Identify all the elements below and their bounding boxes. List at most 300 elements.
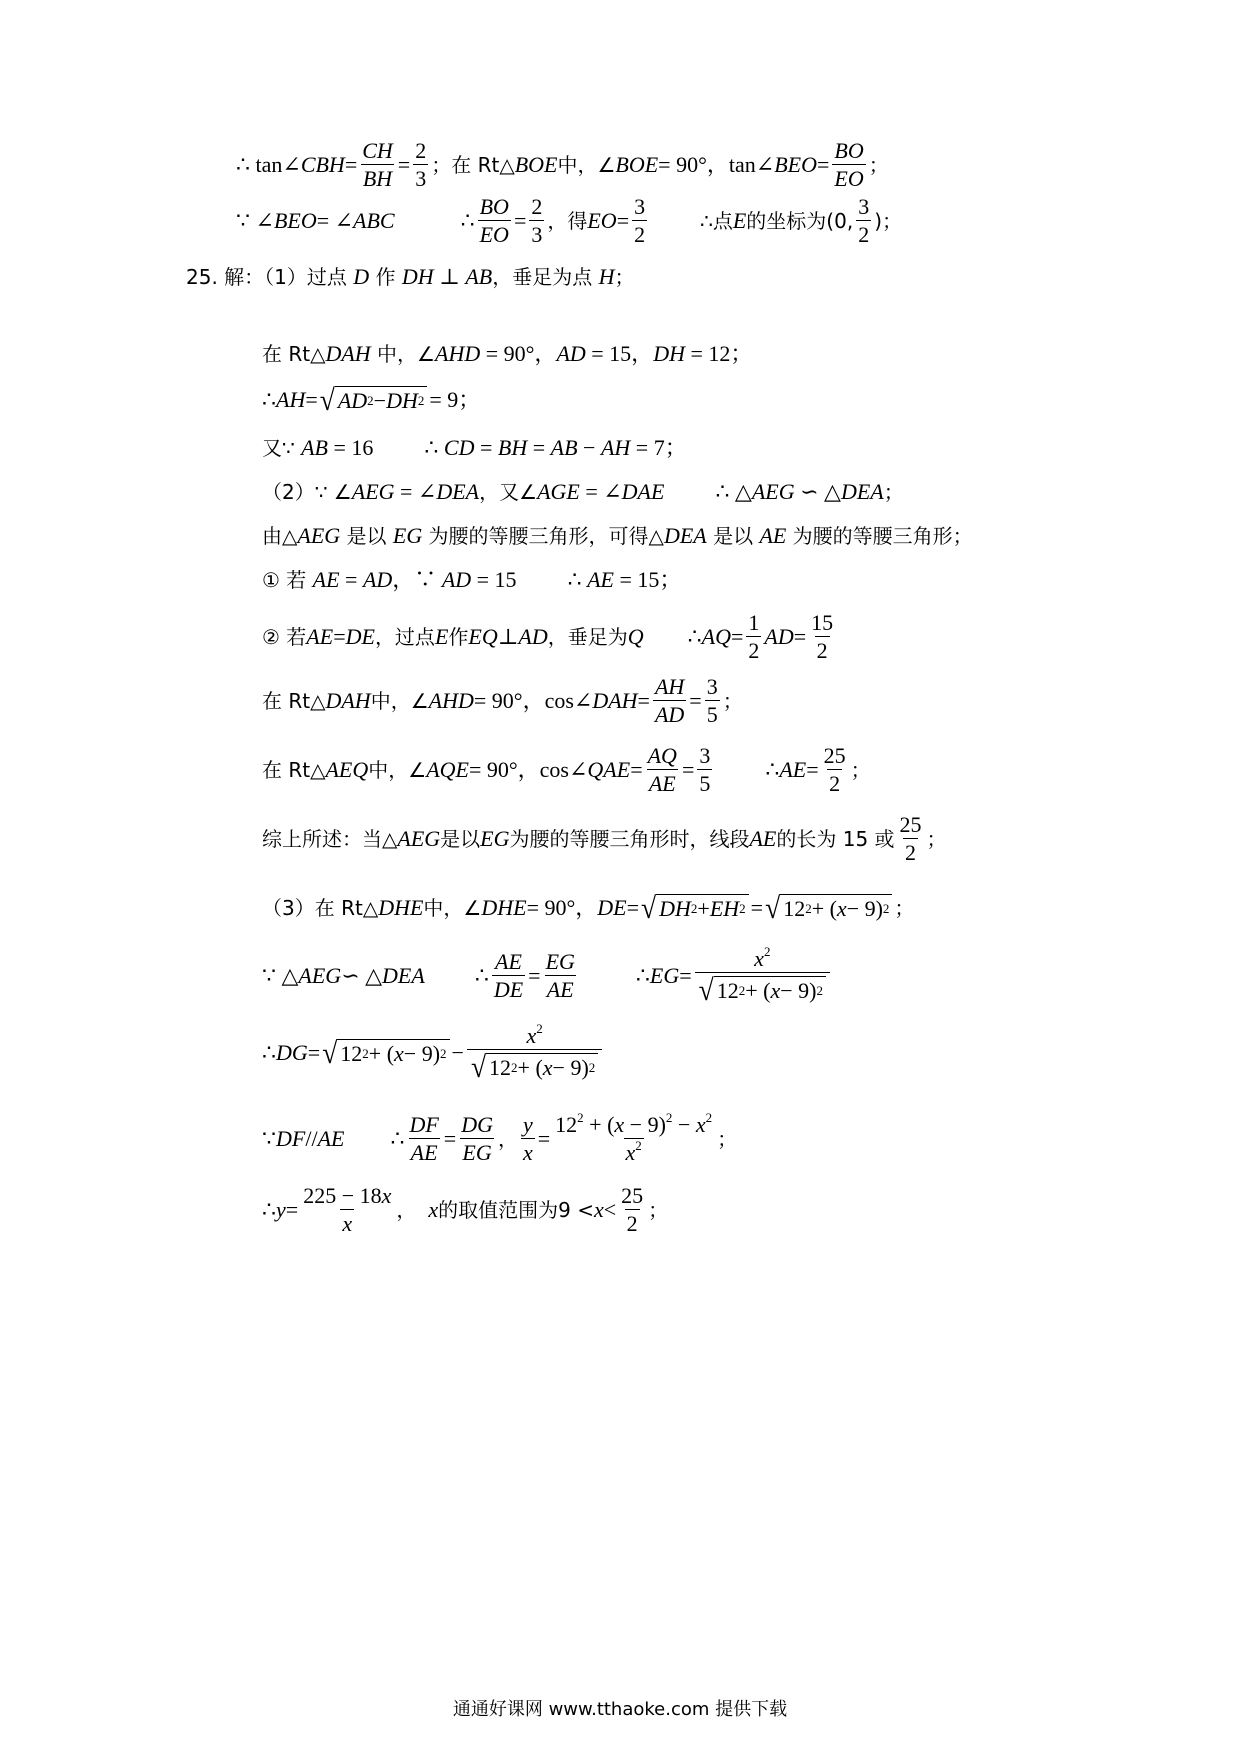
text: ，垂足为点 [492,265,599,289]
numerator: 1 [748,610,760,635]
line-7 [262,481,904,503]
text: AE [587,567,614,592]
text: DG [276,1039,308,1065]
text: ； [868,153,889,177]
text: DEA [436,479,480,504]
square-root [470,1049,598,1084]
text: = 12； [684,341,753,366]
text: = 16 [327,435,374,460]
radicand: AD 2 − DH 2 [335,386,428,414]
denominator: 3 [415,166,427,191]
denominator: 2 [748,638,760,663]
text: ，∵ [392,567,442,592]
text: = [806,757,819,782]
text: − [373,388,387,414]
text: = 90°，tan∠ [658,152,775,177]
text: − [451,1039,464,1065]
text: DF [276,1126,306,1151]
text: ① 若 [262,568,313,592]
text: = 90°， [526,894,598,920]
text: − 9) [403,1041,441,1067]
text: = 9； [429,386,481,412]
text: AB [550,435,578,460]
text: （2）∵ ∠ [262,480,352,504]
square-root [765,890,892,925]
text: x [614,1112,625,1137]
text: ； [926,827,947,851]
text: DAH [325,341,371,366]
text: ∴ [687,624,702,649]
fraction [301,1185,393,1235]
radical-sign: √ [470,1049,487,1084]
exponent: 2 [635,1138,642,1153]
denominator: AE [648,771,676,796]
numerator: 15 [811,610,834,635]
fraction [544,948,577,1002]
text: 中，∠ [368,758,427,782]
fraction [521,1114,535,1164]
text: = 15， [585,341,654,366]
text: 又∵ [262,436,302,460]
text: EO [587,208,617,233]
line-3 [186,266,634,288]
text: BEO [273,208,317,233]
line-12 [262,745,871,795]
text: ； [648,1198,669,1222]
numerator: 3 [858,194,870,219]
text: x [542,1055,553,1081]
text: AE [779,757,807,782]
text: DH [653,341,685,366]
text: ∽ △ [794,479,841,504]
text: AB [465,264,493,289]
fraction [619,1185,645,1235]
text: 在 Rt△ [262,342,326,366]
denominator: 2 [829,771,841,796]
denominator [624,1138,644,1164]
denominator [467,1049,602,1084]
denominator: 5 [706,702,718,727]
text: DHE [481,894,527,920]
text: ∴ [262,386,276,412]
text: 12 [340,1041,363,1067]
text: AE [759,523,787,548]
text: + [697,896,710,922]
text: 综上所述：当△ [262,827,398,851]
fraction [695,944,830,1007]
fraction [632,196,647,246]
text: − 9) [846,896,883,922]
denominator [695,972,830,1007]
text: + ( [517,1055,543,1081]
fraction [646,745,679,795]
numerator: y [522,1112,533,1137]
text: 的长为 15 或 [776,827,895,851]
text: 在 Rt△ [262,689,326,713]
square-root [641,890,749,925]
text: ∴ [765,757,780,782]
text: = [307,1039,321,1065]
text: 作 [448,625,469,649]
numerator: 25 [899,812,922,837]
numerator: EG [545,948,575,974]
text: − 9) [780,978,817,1004]
text: AE [317,1126,345,1151]
text: 是以 [440,827,481,851]
exponent: 2 [763,944,771,959]
fraction [407,1114,440,1164]
fraction [856,196,871,246]
text: DEA [840,479,884,504]
fraction [413,140,428,190]
text: = [344,152,358,177]
fraction [832,140,865,190]
numerator: DF [409,1112,439,1137]
denominator: 2 [816,638,828,663]
numerator: 25 [823,743,846,768]
text: = 90°， [480,341,557,366]
line-11 [262,676,743,726]
text: − 9) [624,1112,666,1137]
text: ∴ [460,208,475,233]
numerator [301,1185,393,1209]
text: AEG [298,962,342,988]
text: CBH [300,152,345,177]
text: AD [556,341,586,366]
text: DAE [621,479,665,504]
denominator: 2 [858,222,870,247]
text: ；在 Rt△ [431,153,515,177]
text: = [333,624,346,649]
text: y [276,1197,286,1222]
text: BEO [774,152,817,177]
denominator: 2 [905,840,917,865]
numerator: AH [654,674,685,699]
text: = ∠ [394,479,437,504]
text: = [750,894,764,920]
line-8 [262,525,973,547]
text: AE [312,567,340,592]
text: = [528,962,541,988]
text: = ∠ [579,479,622,504]
exponent: 2 [577,1110,584,1125]
text: = [527,435,551,460]
text: ，垂足为 [547,625,628,649]
text: = [537,1126,551,1151]
text: DEA [663,523,707,548]
numerator [524,1021,544,1049]
text: DHE [378,894,424,920]
text: AEG [397,826,441,851]
text: ； [717,1127,738,1151]
fraction [898,814,924,864]
text: DH [386,388,418,414]
numerator: DG [461,1112,493,1137]
line-15 [262,944,833,1007]
text: ，又∠ [479,480,538,504]
text: D [353,264,370,289]
radical-sign: √ [322,1035,338,1070]
text: 由△ [262,524,298,548]
text: = 15； [613,567,682,592]
text: + ( [745,978,771,1004]
text: AD [764,624,794,649]
text: （3）在 Rt△ [262,895,379,920]
denominator: x [342,1211,353,1236]
text: = 15 [471,567,517,592]
text: = 90°，cos∠ [473,688,593,713]
line-2 [236,196,902,246]
text: x [526,1023,537,1048]
text: ∴ [262,1197,276,1222]
text: + ( [811,896,837,922]
text: = [637,688,650,713]
text: 中，∠ [370,689,429,713]
text: AEQ [325,757,369,782]
text: = [793,624,807,649]
fraction [360,140,395,190]
text: ∴ [390,1126,405,1151]
text: = [285,1197,299,1222]
line-18 [262,1185,668,1235]
text: x [625,1140,636,1165]
text: x [381,1183,392,1208]
text: 是以 [340,524,393,548]
text: 为腰的等腰三角形时，线段 [509,827,750,851]
fraction [809,612,835,662]
text: 12 [716,978,739,1004]
text: ⊥ [497,624,519,649]
text: AQ [701,624,731,649]
text: DH [659,896,691,922]
text: AD [337,388,368,414]
numerator: 2 [415,138,427,163]
text: ∵ [262,1126,276,1151]
numerator: 25 [621,1183,644,1208]
text: DAH [325,688,371,713]
numerator [553,1110,714,1138]
text: − 9) [552,1055,589,1081]
text: ⊥ [433,264,466,289]
numerator: AQ [647,743,677,768]
text: 12 [489,1055,512,1081]
exponent: 2 [705,1110,713,1125]
text: x [593,1197,604,1222]
exponent: 2 [665,1110,673,1125]
page-footer: 通通好课网 www.tthaoke.com 提供下载 [452,1699,788,1720]
text: H [598,264,615,289]
fraction [697,745,712,795]
text: = ∠ [316,208,354,233]
text: ② 若 [262,625,307,649]
line-13 [262,814,947,864]
text: BOE [514,152,558,177]
line-4 [262,343,752,365]
fraction [492,948,525,1002]
text: E [732,208,747,233]
text: AD [441,567,472,592]
text: ∴ [635,962,650,988]
text: = [443,1126,457,1151]
text: = 7； [630,435,687,460]
radical-sign: √ [698,972,714,1007]
text: − [672,1112,696,1137]
numerator: CH [362,138,393,163]
text: )； [874,209,902,233]
text: ； [722,689,743,713]
text: EQ [468,624,498,649]
radicand: DH 2 + EH 2 [656,894,749,922]
text: x [770,978,781,1004]
text: AEG [297,523,341,548]
text: ； [850,758,871,782]
fraction [529,196,544,246]
text: ∵ ∠ [236,208,274,233]
square-root [322,1035,449,1070]
text: AE [749,826,777,851]
text: AD [362,567,393,592]
denominator: 5 [699,771,711,796]
denominator: AE [546,976,574,1002]
text: CD [443,435,475,460]
square-root [319,382,428,417]
denominator: DE [493,976,524,1002]
text: 是以 [706,524,760,548]
text: 中，∠ [423,895,482,920]
text: 中，∠ [557,153,616,177]
text: AHD [435,341,481,366]
text: AQE [426,757,469,782]
text: AEG [351,479,395,504]
denominator: AD [654,702,685,727]
text: 12 [555,1112,578,1137]
text: ∴ [262,1039,276,1065]
radicand: 12 2 + ( x − 9) 2 [337,1039,449,1067]
denominator: EG [462,1140,492,1165]
text: E [434,624,449,649]
text: x [428,1197,439,1222]
text: DH [401,264,434,289]
radical-sign: √ [765,890,781,925]
text: x [836,896,847,922]
radicand: 12 2 + ( x − 9) 2 [714,976,826,1004]
fraction [459,1114,495,1164]
text: = [626,894,640,920]
text: ； [894,895,915,920]
text: EG [392,523,423,548]
text: ∵ △ [262,962,299,988]
text: AGE [537,479,580,504]
text: ∴ [424,435,444,460]
text: DEA [382,962,425,988]
radicand: 12 2 + ( x − 9) 2 [486,1053,598,1081]
text: 225 − 18 [303,1183,382,1208]
line-14 [262,890,915,925]
text: EG [649,962,680,988]
text: x [695,1112,706,1137]
text: ∴ [567,567,588,592]
fraction [553,1110,714,1165]
exponent: 2 [536,1021,543,1036]
line-1 [236,140,889,190]
line-17 [262,1110,738,1165]
text: AB [301,435,328,460]
text: AHD [428,688,474,713]
text: = [339,567,363,592]
text: BOE [615,152,659,177]
text: ∴ [474,962,489,988]
text: 的取值范围为9 < [438,1198,594,1222]
fraction [746,612,761,662]
denominator: 2 [626,1211,638,1236]
denominator: AE [410,1140,438,1165]
text: = 90°，cos∠ [468,757,588,782]
text: + ( [583,1112,615,1137]
text: = [513,208,527,233]
text: AH [276,386,306,412]
numerator: BO [834,138,864,163]
line-5 [262,382,481,417]
text: ABC [353,208,395,233]
fraction [478,196,511,246]
text: 中，∠ [370,342,435,366]
text: 12 [783,896,806,922]
numerator: AE [495,948,522,974]
text: BH [497,435,528,460]
fraction [467,1021,602,1084]
text: = [305,386,318,412]
line-6 [262,437,687,459]
text: DE [597,894,627,920]
denominator: 3 [531,222,543,247]
text: ， [396,1198,417,1222]
denominator: EO [479,222,509,247]
text: ， [497,1127,518,1151]
text: ∴ tan∠ [236,152,301,177]
fraction [653,676,686,726]
text: ∴点 [700,209,733,233]
text: = [816,152,830,177]
text: x [394,1041,404,1067]
numerator: 2 [531,194,543,219]
radical-sign: √ [641,890,657,925]
text: = [616,208,630,233]
text: = [474,435,498,460]
text: − [577,435,601,460]
denominator: 2 [634,222,646,247]
denominator: BH [362,166,393,191]
text: 作 [369,265,402,289]
line-16 [262,1021,605,1084]
text: AE [306,624,334,649]
numerator: 3 [706,674,718,699]
text: Q [627,624,644,649]
numerator: BO [479,194,509,219]
denominator: x [522,1140,533,1165]
numerator: 3 [634,194,646,219]
radical-sign: √ [319,382,335,417]
text: = [730,624,744,649]
text: 为腰的等腰三角形； [786,524,973,548]
text: = [397,152,411,177]
fraction [705,676,720,726]
text: ∴ △ [715,479,752,504]
text: AD [518,624,548,649]
fraction [822,745,848,795]
text: ； [883,480,904,504]
text: DE [345,624,375,649]
numerator [752,944,772,972]
